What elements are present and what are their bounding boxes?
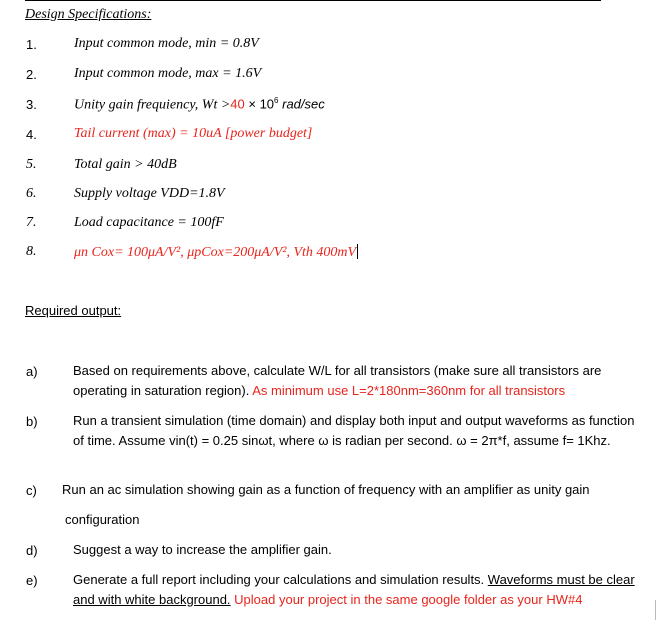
spec-3-gt: > <box>217 97 231 113</box>
spec-6-number: 6. <box>26 186 37 201</box>
spec-8 <box>74 244 358 261</box>
spec-3 <box>74 96 325 114</box>
spec-8-number: 8. <box>26 244 37 259</box>
item-b-text: Run a transient simulation (time domain) and display both input and output waveforms as function of time. Assume vin(t) = 0.25 sinωt, where ω is radian per second. ω = 2π*f, assume f= 1Khz. <box>73 413 635 448</box>
item-d-letter: d) <box>26 543 38 558</box>
item-e-underlined: Waveforms must be clear and with white background. <box>73 572 635 607</box>
spec-3-number: 3. <box>26 97 37 112</box>
spec-3-lead: Unity gain frequiency, Wt <box>74 97 218 113</box>
item-e-text: Generate a full report including your calculations and simulation results. <box>73 572 488 587</box>
spec-4-number: 4. <box>26 127 37 142</box>
item-c-letter: c) <box>26 483 37 498</box>
spec-6: Supply voltage VDD=1.8V <box>74 186 225 201</box>
spec-4: Tail current (max) = 10uA [power budget] <box>74 126 313 141</box>
spec-1-number: 1. <box>26 37 37 52</box>
item-a-text: Based on requirements above, calculate W/L for all transistors (make sure all transistors are operating in saturation region). <box>73 363 602 398</box>
text-cursor <box>357 244 358 259</box>
design-specifications-heading: Design Specifications: <box>25 7 152 22</box>
item-b-letter: b) <box>26 414 38 429</box>
item-a-red: As minimum use L=2*180nm=360nm for all transistors <box>249 382 566 398</box>
item-a <box>73 361 643 400</box>
required-output-heading: Required output: <box>25 303 122 318</box>
spec-3-red-value: 40 <box>230 96 245 112</box>
item-a-letter: a) <box>26 364 38 379</box>
spec-7-number: 7. <box>26 215 37 230</box>
spec-2-lead: Input common mode, max <box>74 66 219 81</box>
item-d-text: Suggest a way to increase the amplifier gain. <box>73 542 332 557</box>
spec-8-text: μn Cox= 100μA/V², μpCox=200μA/V², Vth 400mV <box>74 245 357 260</box>
spec-7: Load capacitance = 100fF <box>74 215 224 230</box>
spec-5-number: 5. <box>26 157 37 172</box>
spec-1-lead: Input common mode, min <box>74 36 217 51</box>
spec-1 <box>74 36 259 52</box>
item-e-red: Upload your project in the same google folder as your HW#4 <box>230 591 583 607</box>
top-rule <box>25 0 601 1</box>
spec-3-exponent: 6 <box>274 96 279 105</box>
spec-2 <box>74 66 261 82</box>
spec-5: Total gain > 40dB <box>74 157 177 172</box>
item-e <box>73 570 643 609</box>
spec-2-number: 2. <box>26 67 37 82</box>
item-c-line-2: configuration <box>65 512 140 527</box>
item-e-letter: e) <box>26 573 38 588</box>
item-c-line-1: Run an ac simulation showing gain as a function of frequency with an amplifier as unity gain <box>62 482 590 497</box>
spec-3-times: × 10 <box>244 96 275 112</box>
scrollbar[interactable] <box>655 600 656 620</box>
spec-1-value: = 0.8V <box>216 36 259 51</box>
spec-2-value: = 1.6V <box>218 66 262 81</box>
spec-3-unit: rad/sec <box>278 96 325 112</box>
